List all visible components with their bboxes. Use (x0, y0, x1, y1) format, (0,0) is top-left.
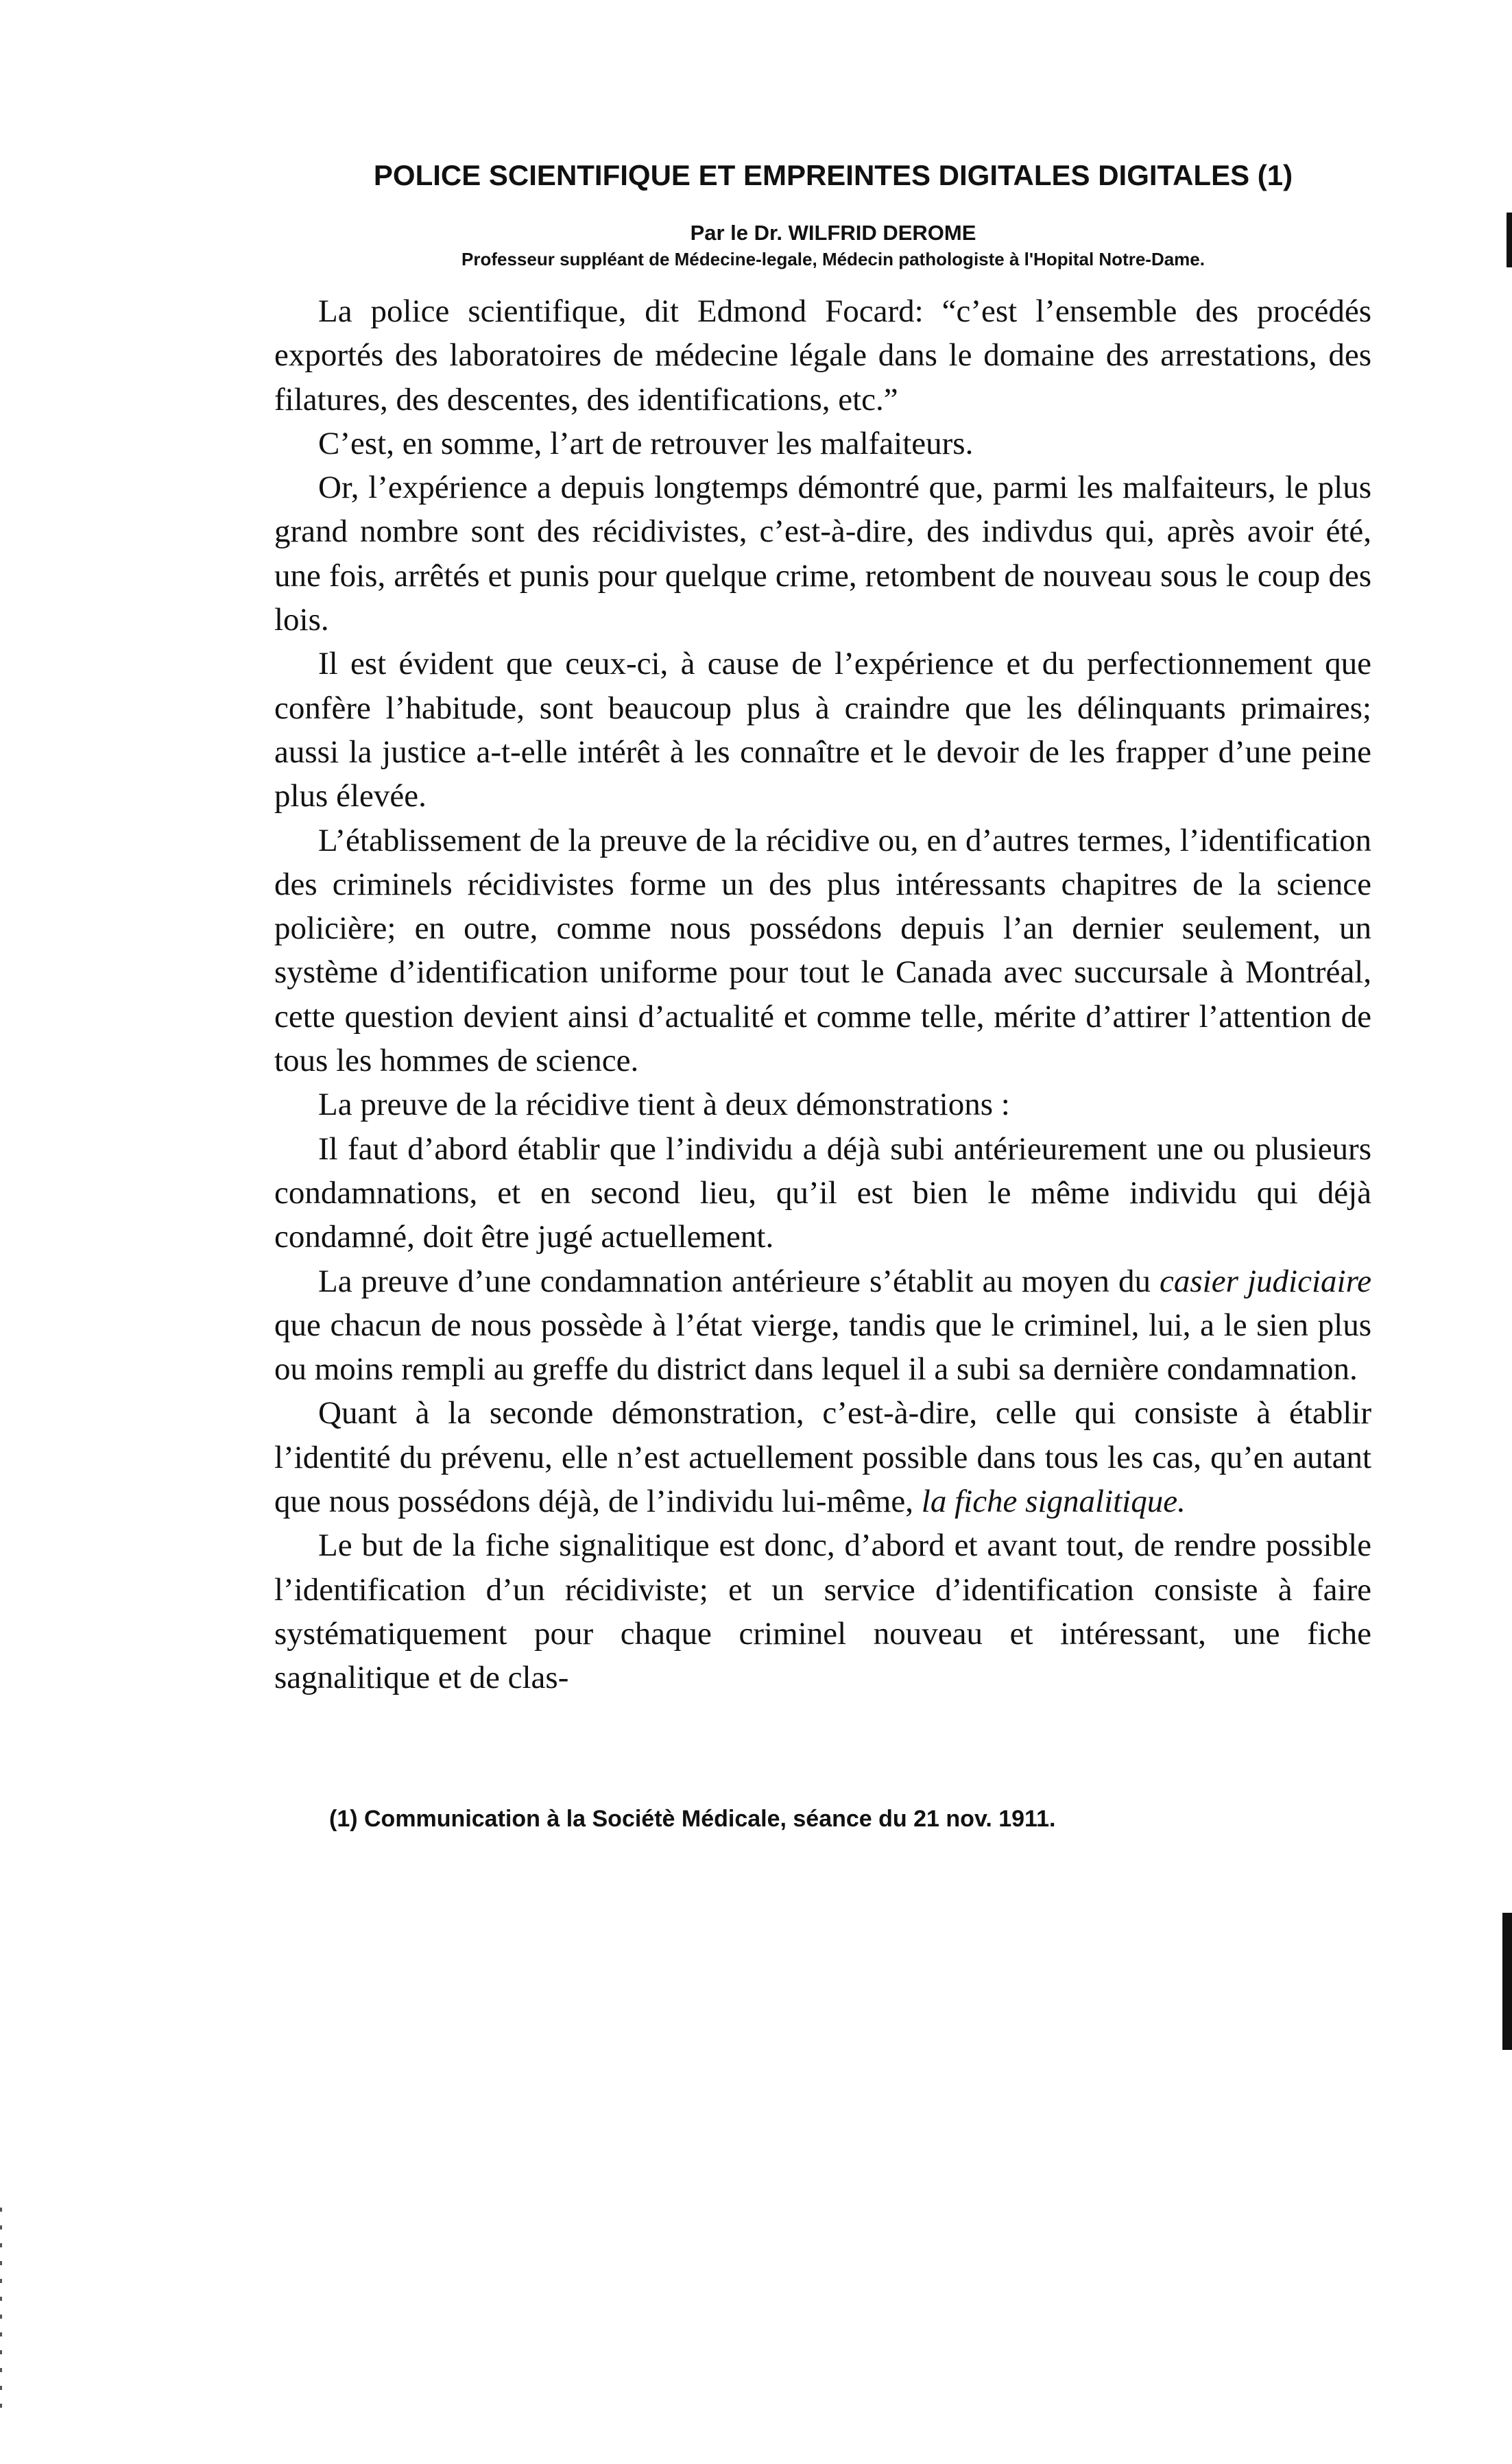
italic-term: casier judiciaire (1160, 1263, 1371, 1299)
scan-edge-mark (0, 2208, 2, 2413)
article-title: POLICE SCIENTIFIQUE ET EMPREINTES DIGITALES DIGITALES (1) (373, 159, 1293, 191)
author-affiliation: Professeur suppléant de Médecine-legale, Médecin pathologiste à l'Hopital Notre-Dame. (461, 249, 1205, 269)
article-body (274, 289, 1371, 1700)
author-line: Par le Dr. WILFRID DEROME (690, 221, 976, 245)
paragraph-9: Quant à la seconde démonstration, c’est-à-dire, celle qui consiste à établir l’identité du prévenu, elle n’est actuellement possible dans tous les cas, qu’en autant que nous possédons déjà, de l’individu lui-même, la fiche signalitique. (274, 1395, 1371, 1520)
paragraph-8: La preuve d’une condamnation antérieure s’établit au moyen du casier judiciaire que chacun de nous possède à l’état vierge, tandis que le criminel, lui, a le sien plus ou moins rempli au greffe du district dans lequel il a subi sa dernière condamnation. (274, 1263, 1371, 1388)
scan-edge-mark (1507, 213, 1512, 267)
italic-term: la fiche signalitique. (921, 1484, 1186, 1520)
paragraph-2: C’est, en somme, l’art de retrouver les malfaiteurs. (318, 425, 974, 461)
paragraph-1: La police scientifique, dit Edmond Focard: “c’est l’ensemble des procédés exportés des laboratoires de médecine légale dans le domaine des arrestations, des filatures, des descentes, des identifications, etc.” (274, 293, 1371, 418)
scan-edge-mark (1502, 1913, 1512, 2050)
paragraph-5: L’établissement de la preuve de la récidive ou, en d’autres termes, l’identification des criminels récidivistes forme un des plus intéressants chapitres de la science policière; en outre, comme nous possédons depuis l’an dernier seulement, un système d’identification uniforme pour tout le Canada avec succursale à Montréal, cette question devient ainsi d’actualité et comme telle, mérite d’attirer l’attention de tous les hommes de science. (274, 822, 1371, 1079)
paragraph-6: La preuve de la récidive tient à deux démonstrations : (318, 1087, 1010, 1123)
paragraph-7: Il faut d’abord établir que l’individu a déjà subi antérieurement une ou plusieurs condamnations, et en second lieu, qu’il est bien le même individu qui déjà condamné, doit être jugé actuellement. (274, 1131, 1371, 1255)
paragraph-4: Il est évident que ceux-ci, à cause de l’expérience et du perfectionnement que confère l’habitude, sont beaucoup plus à craindre que les délinquants primaires; aussi la justice a-t-elle intérêt à les connaître et le devoir de les frapper d’une peine plus élevée. (274, 646, 1371, 814)
paragraph-3: Or, l’expérience a depuis longtemps démontré que, parmi les malfaiteurs, le plus grand nombre sont des récidivistes, c’est-à-dire, des indivdus qui, après avoir été, une fois, arrêtés et punis pour quelque crime, retombent de nouveau sous le coup des lois. (274, 470, 1371, 638)
paragraph-10: Le but de la fiche signalitique est donc, d’abord et avant tout, de rendre possible l’identification d’un récidiviste; et un service d’identification consiste à faire systématiquement pour chaque criminel nouveau et intéressant, une fiche sagnalitique et de clas- (274, 1527, 1371, 1696)
footnote: (1) Communication à la Sociétè Médicale, séance du 21 nov. 1911. (329, 1806, 1056, 1832)
